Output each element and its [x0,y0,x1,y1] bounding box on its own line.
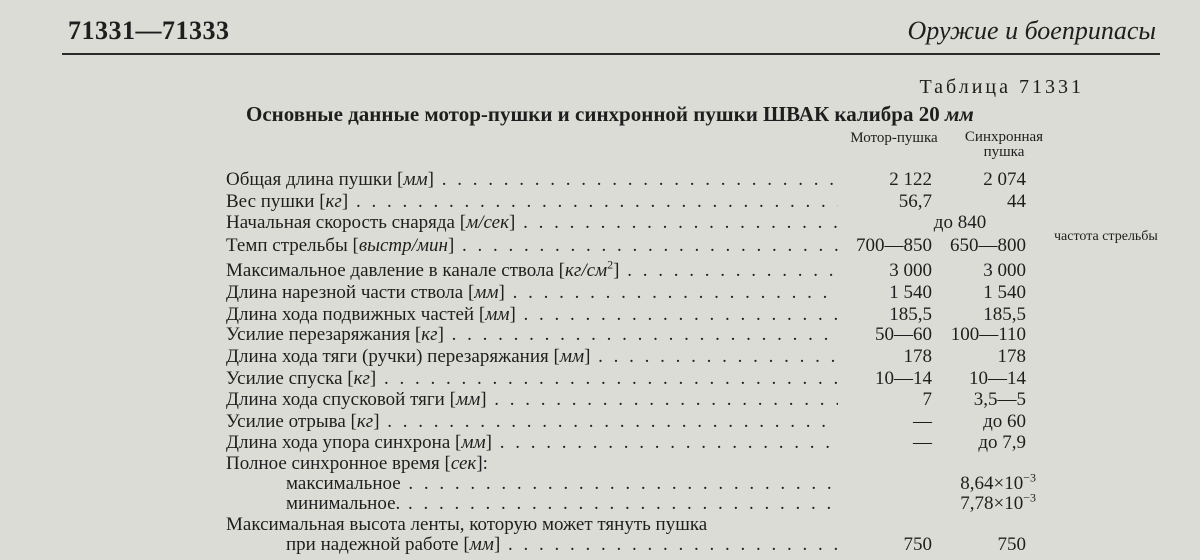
row-label-text: Начальная скорость снаряда [ [226,212,467,233]
row-label-text: при надежной работе [ [286,534,470,555]
row-label-text: Общая длина пушки [ [226,169,404,190]
row-unit: кг [325,191,342,212]
table-row [0,345,1200,369]
row-unit: мм [469,534,494,555]
row-unit: мм [559,346,585,367]
row-unit-bracket: ] [447,235,455,256]
row-label [226,259,838,283]
row-unit: выстр/мин [358,235,448,256]
row-label-text: Максимальное давление в канале ствола [ [226,260,566,281]
value-motor-gun: 7 [922,389,932,410]
table-title: Основные данные мотор-пушки и синхронной пушки ШВАК калибра 20 мм [246,102,974,126]
value-motor-gun: — [913,411,932,432]
row-unit-bracket: ] [369,368,377,389]
row-unit: мм [461,432,486,453]
value-synchronous-gun: до 7,9 [978,432,1026,453]
title-unit: мм [944,102,974,126]
row-label-text: максимальное [286,473,401,494]
row-unit-bracket: ] [427,169,434,190]
table-row [0,281,1200,305]
table-row [0,323,1200,347]
value-synchronous-gun: 1 540 [983,282,1026,303]
page-header-section-title: Оружие и боеприпасы [907,16,1156,45]
value-synchronous-gun: 10—14 [969,368,1026,389]
value-motor-gun: 700—850 [856,235,932,256]
row-unit-bracket: ] [480,389,487,410]
value-synchronous-gun: 750 [997,534,1026,555]
value-motor-gun: 3 000 [889,260,932,281]
row-unit-bracket: ] [508,212,516,233]
row-unit: кг [353,368,370,389]
row-label [226,234,838,258]
row-unit: кг [356,411,374,432]
value-synchronous-gun: 3,5—5 [973,389,1026,410]
page-header-article-range: 71331—71333 [68,16,230,45]
table-row [0,533,1200,557]
row-unit-bracket: ]: [476,453,488,474]
value-motor-gun: 10—14 [875,368,932,389]
value-synchronous-gun: до 60 [983,411,1026,432]
value-synchronous-gun: 650—800 [950,235,1026,256]
row-unit: сек [450,453,477,474]
row-unit-bracket: ] [341,191,349,212]
row-note: частота стрельбы [1054,229,1158,244]
value-synchronous-gun: 100—110 [950,324,1026,345]
value-motor-gun: 56,7 [898,191,932,212]
table-row [0,229,1200,258]
row-label [226,345,838,369]
value-motor-gun: 185,5 [889,304,932,325]
row-unit: кг/см [565,260,608,281]
table-row [0,388,1200,412]
row-unit: кг [421,324,438,345]
row-label [226,388,838,412]
row-unit-bracket: ] [437,324,444,345]
row-label-text: Полное синхронное время [ [226,453,451,474]
row-unit: мм [403,169,428,190]
row-unit-bracket: ] [613,260,620,281]
row-unit-bracket: ] [485,432,492,453]
row-unit: мм [485,304,510,325]
value-synchronous-time: $8,64\times 10^{-3}$ [960,470,1036,494]
row-label [286,533,838,557]
exponent: −3 [1023,470,1036,485]
column-header-synchronous-gun: Синхронная пушка [964,129,1044,160]
table-row [0,211,1200,235]
row-label-text: Длина хода упора синхрона [ [226,432,462,453]
row-unit: мм [474,282,499,303]
row-label-text: Максимальная высота ленты, которую может тянуть пушка [226,514,708,535]
value-motor-gun: 750 [903,534,932,555]
value-motor-gun: 2 122 [889,169,932,190]
row-label-text: Длина хода спусковой тяги [ [226,389,456,410]
row-label-text: Темп стрельбы [ [226,235,359,256]
row-label-text: Усилие отрыва [ [226,411,357,432]
value-synchronous-gun: 185,5 [983,304,1026,325]
row-label [226,281,838,305]
row-unit: м/сек [466,212,509,233]
value-synchronous-time: $7,78\times 10^{-3}$ [960,490,1036,514]
row-unit-bracket: ] [498,282,505,303]
value-both-guns: до 840 [933,212,987,233]
row-label [226,168,838,192]
row-label [226,323,838,347]
row-unit-bracket: ] [373,411,380,432]
row-label-text: минимальное. [286,493,401,514]
value-synchronous-gun: 44 [1007,191,1026,212]
exponent: −3 [1023,490,1036,505]
row-label-text: Усилие перезаряжания [ [226,324,422,345]
row-unit-bracket: ] [509,304,516,325]
value-motor-gun: 50—60 [875,324,932,345]
row-label-text: Усилие спуска [ [226,368,354,389]
row-label-text: Длина нарезной части ствола [ [226,282,475,303]
table-row [0,168,1200,192]
unit-superscript: 2 [607,259,614,272]
row-label-text: Вес пушки [ [226,191,326,212]
value-motor-gun: — [913,432,932,453]
value-synchronous-gun: 178 [997,346,1026,367]
row-unit-bracket: ] [584,346,591,367]
row-unit: мм [455,389,481,410]
table-row [0,259,1200,283]
value-synchronous-gun: 2 074 [983,169,1026,190]
row-label [226,211,838,235]
value-motor-gun: 178 [903,346,932,367]
row-unit-bracket: ] [493,534,501,555]
column-header-motor-gun: Мотор-пушка [850,130,938,146]
row-label-text: Длина хода тяги (ручки) перезаряжания [ [226,346,560,367]
value-synchronous-gun: 3 000 [983,260,1026,281]
header-rule [62,53,1160,55]
table-number: Таблица 71331 [919,76,1084,98]
row-label-text: Длина хода подвижных частей [ [226,304,486,325]
value-motor-gun: 1 540 [889,282,932,303]
